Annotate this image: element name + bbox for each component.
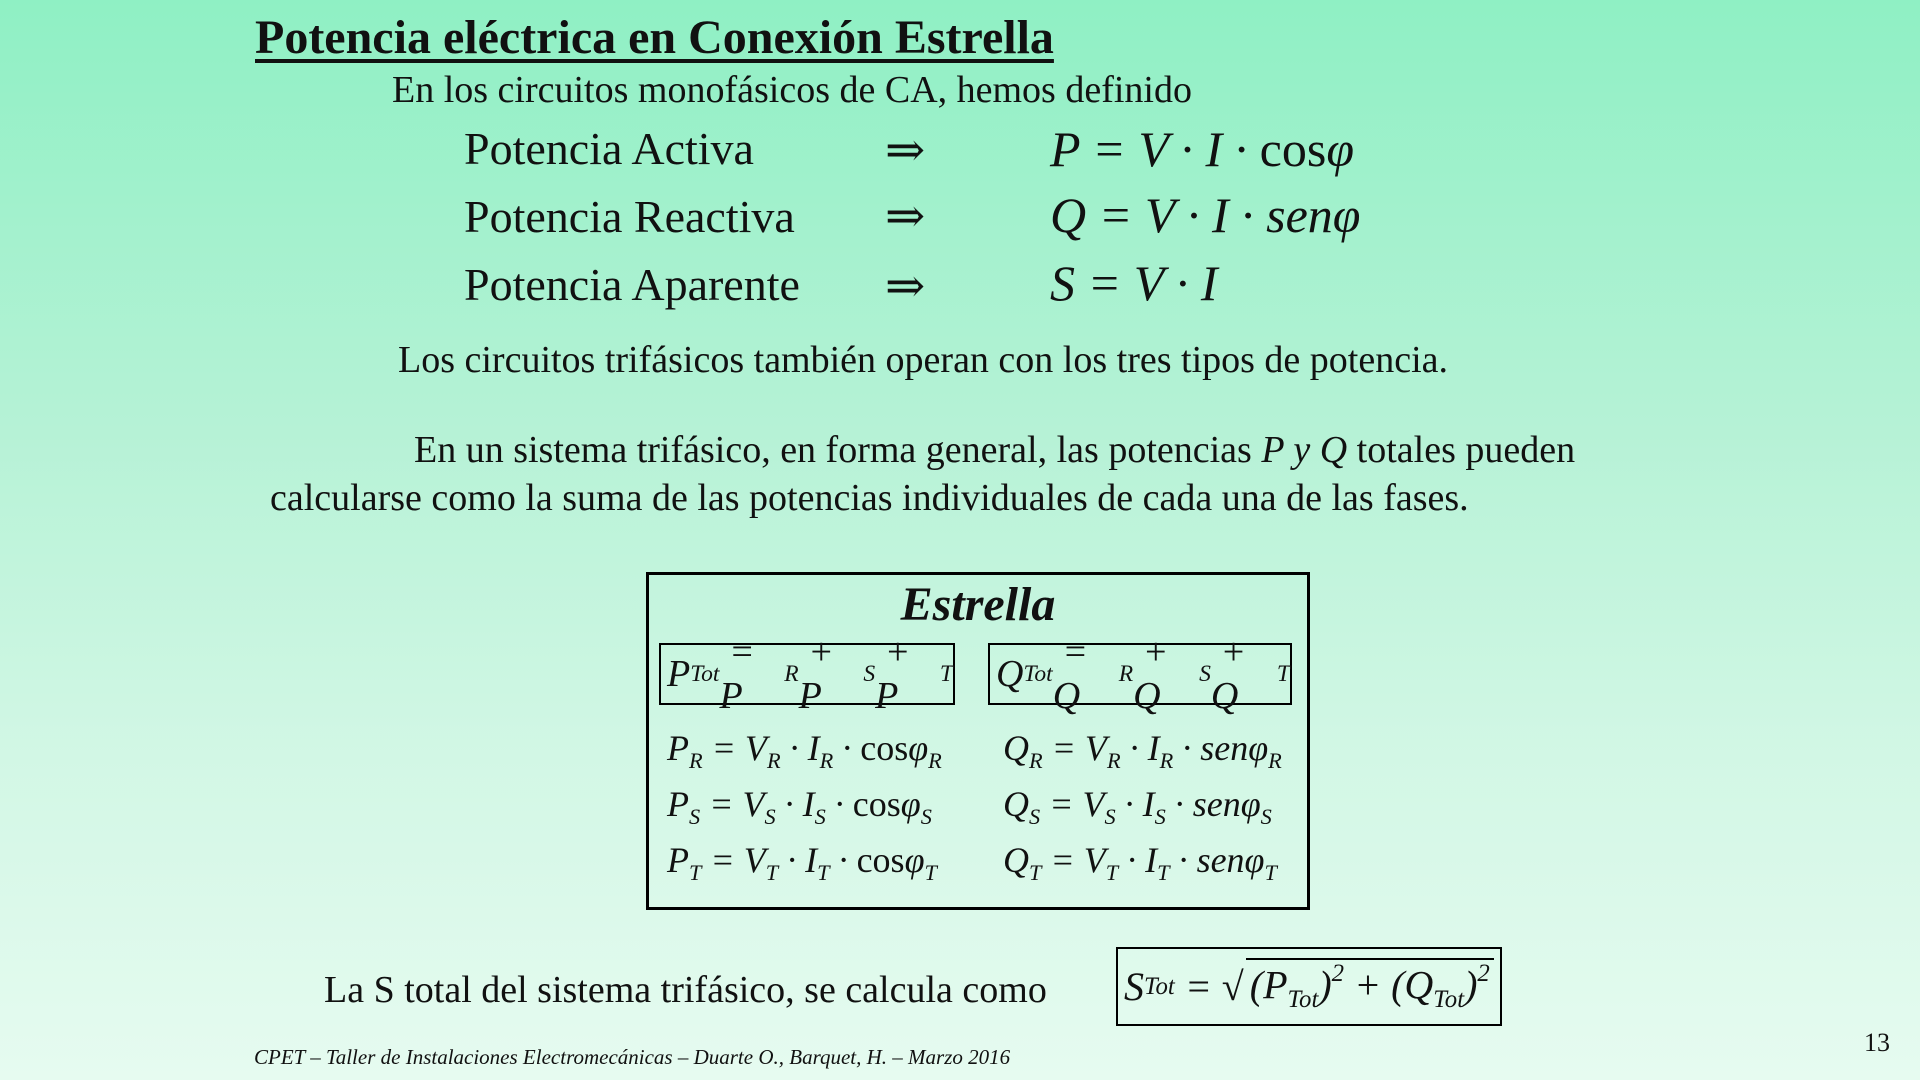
s-total-formula: S Tot = √ $(P_{Tot})^2 + (Q_{Tot})^2$	[1116, 947, 1502, 1026]
def-potencia-activa: Potencia Activa	[464, 123, 754, 174]
implies-arrow-icon: ⇒	[885, 124, 926, 177]
intro-text: En los circuitos monofásicos de CA, hemos definido	[392, 69, 1192, 111]
implies-arrow-icon: ⇒	[885, 260, 926, 313]
formula-active-power: P = V · I · cosφ	[1050, 121, 1354, 177]
footer-credits: CPET – Taller de Instalaciones Electromecánicas – Duarte O., Barquet, H. – Marzo 2016	[254, 1045, 1011, 1069]
page-number: 13	[1864, 1028, 1890, 1057]
q-r-formula: $Q_R = V_R \cdot I_R \cdot sen\varphi_R$	[1003, 728, 1282, 773]
slide-title: Potencia eléctrica en Conexión Estrella	[255, 11, 1054, 64]
s-total-text: La S total del sistema trifásico, se calcula como	[324, 969, 1047, 1011]
general-text-line2: calcularse como la suma de las potencias individuales de cada una de las fases.	[270, 477, 1469, 519]
box-title: Estrella	[900, 578, 1056, 631]
q-s-formula: $Q_S = V_S \cdot I_S \cdot sen\varphi_S$	[1003, 784, 1272, 829]
q-t-formula: $Q_T = V_T \cdot I_T \cdot sen\varphi_T$	[1003, 840, 1277, 885]
formula-apparent-power: S = V · I	[1050, 255, 1218, 311]
trifasico-text: Los circuitos trifásicos también operan con los tres tipos de potencia.	[398, 339, 1448, 381]
implies-arrow-icon: ⇒	[885, 190, 926, 243]
p-r-formula: $P_R = V_R \cdot I_R \cdot \cos\varphi_R$	[667, 728, 942, 773]
vars-p-q: P y Q	[1261, 429, 1348, 471]
def-potencia-aparente: Potencia Aparente	[464, 259, 800, 310]
formula-reactive-power: Q = V · I · senφ	[1050, 187, 1361, 243]
p-s-formula: $P_S = V_S \cdot I_S \cdot \cos\varphi_S$	[667, 784, 932, 829]
estrella-box	[646, 572, 1310, 910]
def-potencia-reactiva: Potencia Reactiva	[464, 191, 795, 242]
q-total-formula: Q Tot = Q R + Q S + Q T	[988, 643, 1292, 705]
general-text-line1: En un sistema trifásico, en forma general, las potencias P y Q totales pueden	[414, 429, 1576, 471]
p-t-formula: $P_T = V_T \cdot I_T \cdot \cos\varphi_T$	[667, 840, 937, 885]
p-total-formula: P Tot = P R + P S + P T	[659, 643, 955, 705]
